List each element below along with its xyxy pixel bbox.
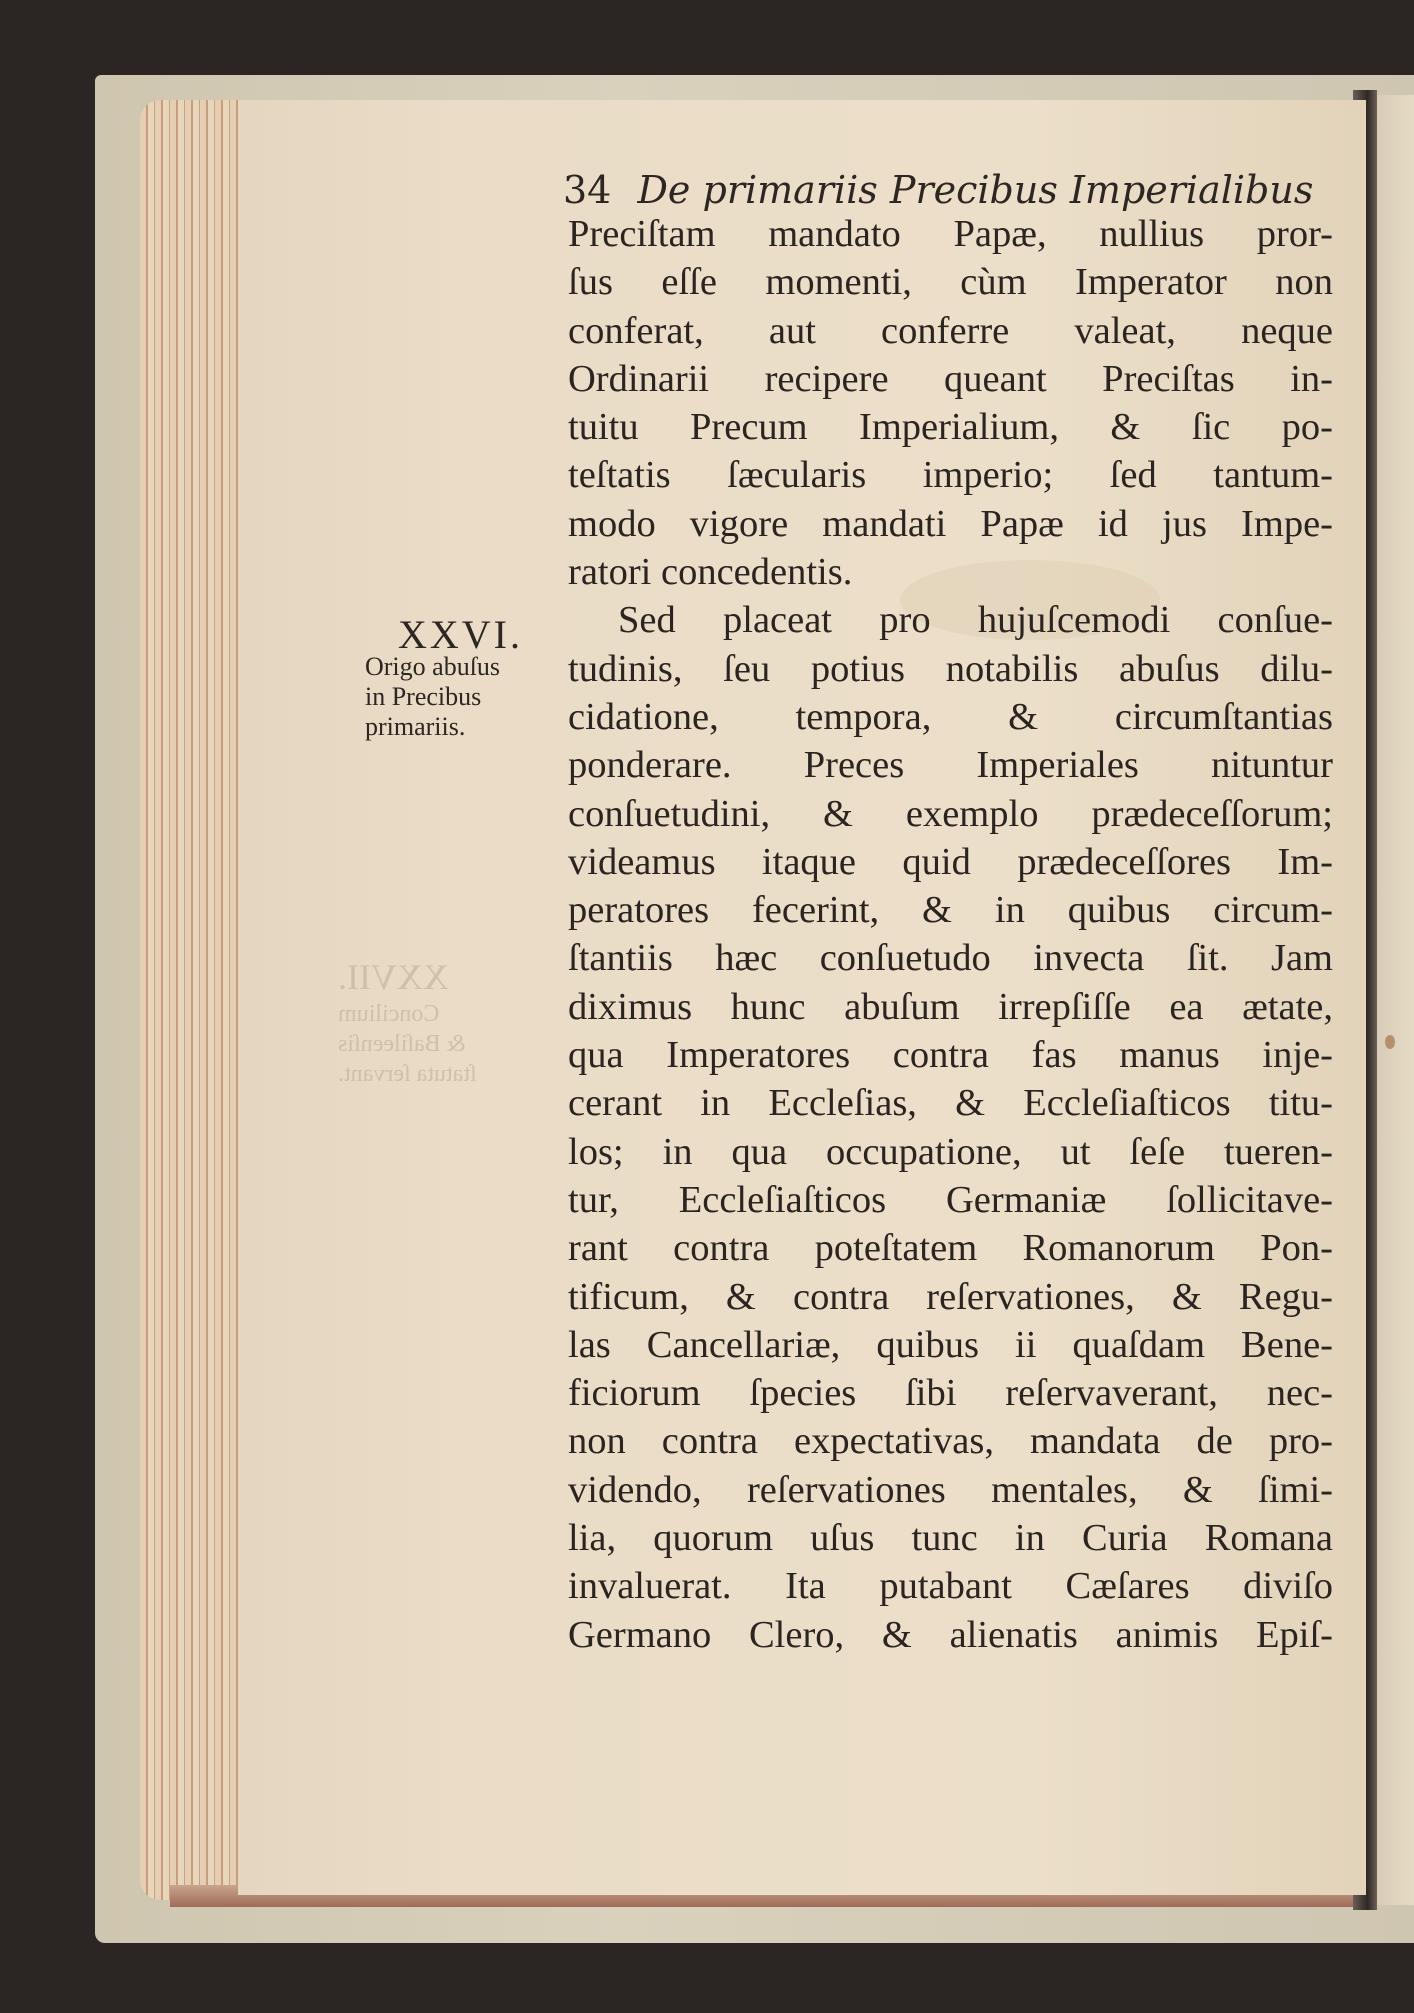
- text-line: Sed placeat pro hujuſcemodi conſue-: [618, 599, 1333, 642]
- text-line: los; in qua occupatione, ut ſeſe tueren-: [568, 1130, 1333, 1173]
- bleed-through-text: [338, 955, 558, 1089]
- running-title: De primariis Precibus Imperialibus: [637, 168, 1314, 212]
- text-line: ſtantiis hæc conſuetudo invecta ſit. Jam: [568, 937, 1333, 980]
- text-line: rant contra poteſtatem Romanorum Pon-: [568, 1227, 1333, 1270]
- text-line: Preciſtam mandato Papæ, nullius pror-: [568, 213, 1333, 255]
- margin-note-line: Origo abuſus: [365, 652, 501, 681]
- margin-note-line: primariis.: [365, 712, 466, 741]
- page-edges: [140, 100, 250, 1900]
- text-line: tificum, & contra reſervationes, & Regu-: [568, 1275, 1333, 1318]
- facing-page-sliver: [1377, 95, 1414, 1905]
- body-text: [568, 210, 1333, 1659]
- text-line: ſus eſſe momenti, cùm Imperator non: [568, 261, 1333, 304]
- bleed-note-line: & Baſileenſis: [338, 1031, 466, 1057]
- text-line: modo vigore mandati Papæ id jus Impe-: [568, 502, 1333, 545]
- text-line: invaluerat. Ita putabant Cæſares diviſo: [568, 1565, 1333, 1608]
- text-line: teſtatis ſæcularis imperio; ſed tantum-: [568, 454, 1333, 497]
- text-line: peratores fecerint, & in quibus circum-: [568, 889, 1333, 932]
- page-number: 34: [563, 168, 612, 212]
- text-line: cerant in Eccleſias, & Eccleſiaſticos titu-: [568, 1082, 1333, 1125]
- text-line: conſuetudini, & exemplo prædeceſſorum;: [568, 792, 1333, 835]
- text-line: Ordinarii recipere queant Preciſtas in-: [568, 357, 1333, 400]
- text-line: lia, quorum uſus tunc in Curia Romana: [568, 1517, 1333, 1560]
- text-line: tuitu Precum Imperialium, & ſic po-: [568, 406, 1333, 449]
- margin-section-number: XXVI.: [398, 612, 523, 657]
- text-line: tudinis, ſeu potius notabilis abuſus dilu-: [568, 647, 1333, 690]
- text-line: videndo, reſervationes mentales, & ſimi-: [568, 1468, 1333, 1511]
- text-line: qua Imperatores contra fas manus inje-: [568, 1034, 1333, 1077]
- bleed-note-line: Concilium: [338, 1001, 440, 1027]
- bleed-section-number: XXVII.: [338, 957, 449, 997]
- text-line: ficiorum ſpecies ſibi reſervaverant, nec-: [568, 1372, 1333, 1415]
- margin-note: [365, 652, 565, 742]
- text-line: ratori concedentis.: [568, 551, 853, 594]
- text-line: tur, Eccleſiaſticos Germaniæ ſollicitave-: [568, 1178, 1333, 1221]
- margin-note-line: in Precibus: [365, 682, 482, 711]
- bleed-note-line: ſtatuta ſervant.: [338, 1061, 477, 1087]
- text-line: diximus hunc abuſum irrepſiſſe ea ætate,: [568, 985, 1333, 1028]
- text-line: Germano Clero, & alienatis animis Epiſ-: [568, 1613, 1333, 1656]
- text-line: conferat, aut conferre valeat, neque: [568, 309, 1333, 352]
- text-line: videamus itaque quid prædeceſſores Im-: [568, 840, 1333, 883]
- text-line: ponderare. Preces Imperiales nituntur: [568, 744, 1333, 787]
- text-line: cidatione, tempora, & circumſtantias: [568, 695, 1333, 738]
- text-line: las Cancellariæ, quibus ii quaſdam Bene-: [568, 1323, 1333, 1366]
- text-line: non contra expectativas, mandata de pro-: [568, 1420, 1333, 1463]
